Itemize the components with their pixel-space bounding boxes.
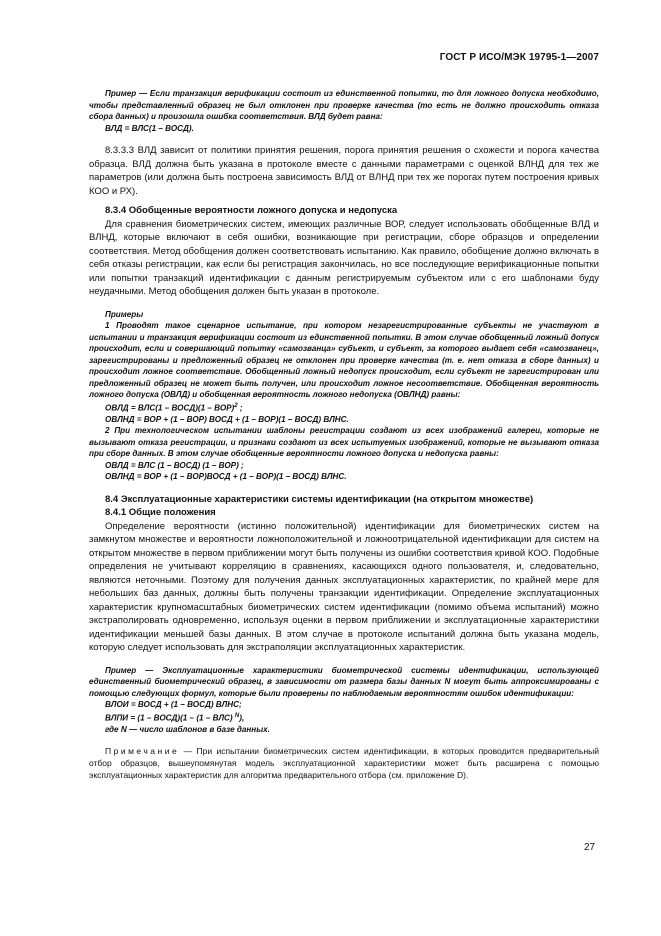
note-label: Примечание [105, 746, 180, 757]
document-page [89, 52, 599, 781]
example-2-formula-ovld: ОВЛД = ВЛС (1 – ВОСД) (1 – ВОР) ; [105, 460, 244, 470]
example-2-text: 2 При технологическом испытании шаблоны регистрации создают из всех изображений галереи, которые не вызывают отказа регистрации, и признаки создают из всех испытуемых изображений, которые не вызывают отказа при сборе данных. В этом случае обобщенные вероятности ложного допуска и недопуска равны: [89, 426, 599, 459]
example-verification-block [89, 88, 599, 134]
example-1-formula-ovld: ОВЛД = ВЛС(1 – ВОСД)(1 – ВОР)$^2$ ; [105, 402, 243, 413]
examples-block [89, 309, 599, 483]
page-number: 27 [584, 842, 596, 853]
example-2-formula-ovlnd: ОВЛНД = ВОР + (1 – ВОР)ВОСД + (1 – ВОР)(1 – ВОСД) ВЛНС. [105, 472, 347, 482]
section-8-4-heading: 8.4 Эксплуатационные характеристики системы идентификации (на открытом множестве) [105, 493, 534, 505]
section-8-4-1-heading: 8.4.1 Общие положения [105, 507, 216, 519]
examples-title: Примеры [105, 309, 144, 319]
example-identification-block [89, 665, 599, 736]
example-identification-text: Пример — Эксплуатационные характеристики биометрической системы идентификации, использующей единственный биометрический образец, в зависимости от размера базы данных N могут быть аппроксимированы с помощью следующих формул, которые были проверены по наблюдаемым вероятностям ошибок идентификации: [89, 665, 599, 698]
paragraph-8-3-3-3: 8.3.3.3 ВЛД зависит от политики принятия решения, порога принятия решения о схожести и порога качества образца. ВЛД должна быть указана в протоколе вместе с данными параметрами с оценкой ВЛНД для тех же параметров (или должна быть построена зависимость ВЛД от ВЛНД при тех же порогах путем построения кривых КОО и РХ). [89, 145, 599, 197]
section-8-3-4-heading: 8.3.4 Обобщенные вероятности ложного допуска и недопуска [105, 205, 398, 216]
formula-vlpi: ВЛПИ = (1 – ВОСД)(1 – (1 – ВЛС) $^N$), [105, 712, 245, 723]
formula-vloi: ВЛОИ = ВОСД + (1 – ВОСД) ВЛНС; [105, 700, 242, 710]
formula-n-definition: где N — число шаблонов в базе данных. [105, 724, 270, 734]
section-8-4-1-text: Определение вероятности (истинно положительной) идентификации для биометрических систем на замкнутом множестве и вероятности ложноположительной и ложноотрицательной идентификации для систем на открытом множестве в первом приближении могут быть получены из ошибки соответствия кривой КОО. Подобные определения не учитывают корреляцию в сравнениях, касающихся одного пользователя, и, следовательно, являются неточными. Поэтому для получения данных эксплуатационных характеристик, по крайней мере для небольших баз данных, должны быть получены транзакции идентификации. Определение эксплуатационных характеристик крупномасштабных биометрических систем идентификации (помимо объема испытаний) можно экстраполировать одновременно, используя оценки в первом приближении и эксплуатационные характеристики идентификации меньшей базы данных. В этом случае в протоколе испытаний должна быть указана модель, которую следует использовать для экстраполяции эксплуатационных характеристик. [89, 520, 599, 654]
standard-code-header: ГОСТ Р ИСО/МЭК 19795-1—2007 [439, 52, 599, 63]
example-verification-text: Пример — Если транзакция верификации состоит из единственной попытки, то для ложного допуска необходимо, чтобы представленный образец не был отклонен при проверке качества (то есть не должно происходить отказа сбора данных) и произошла ошибка соответствия. ВЛД будет равна: [89, 89, 599, 121]
note-text: — При испытании биометрических систем идентификации, в которых проводится предварительный отбор образцов, вышеупомянутая модель эксплуатационной характеристики может быть расширена с помощью эксплуатационных характеристик для алгоритма предварительного отбора (см. приложение D). [89, 746, 599, 781]
note-paragraph [89, 745, 599, 781]
example-verification-formula: ВЛД = ВЛС(1 – ВОСД). [105, 123, 194, 133]
section-8-3-4-text: Для сравнения биометрических систем, имеющих различные ВОР, следует использовать обобщенные ВЛД и ВЛНД, которые включают в себя ошибки, возникающие при регистрации, сборе образцов и определении соответствия. Метод обобщения должен соответствовать испытанию. Как правило, обобщение должно включать в себя отказы регистрации, как если бы регистрация закончилась, но все последующие верификационные попытки или попытки транзакций идентификации с данным регистрируемым субъектом или с его шаблонами буду неудачными. Метод обобщения должен быть указан в протоколе. [89, 218, 599, 297]
example-1-text: 1 Проводят такое сценарное испытание, при котором незарегистрированные субъекты не участвуют в испытании и транзакция верификации состоит из единственной попытки. В этом случае обобщенный ложный допуск происходит, если и совершающий попытку «самозванца» субъект, и субъект, за которого выдает себя «самозванец», зарегистрированы и предложенный образец не отклонен при проверке качества (т. е. нет отказа в сборе данных) и происходит ложное соответствие. Обобщенный ложный недопуск происходит, если субъект не зарегистрирован или предложенный образец не может быть получен, или происходит ложное несоответствие. Обобщенная вероятность ложного допуска (ОВЛД) и обобщенная вероятность ложного недопуска (ОВЛНД) равны: [89, 321, 599, 399]
example-1-formula-ovlnd: ОВЛНД = ВОР + (1 – ВОР) ВОСД + (1 – ВОР)(1 – ВОСД) ВЛНС. [105, 414, 349, 424]
